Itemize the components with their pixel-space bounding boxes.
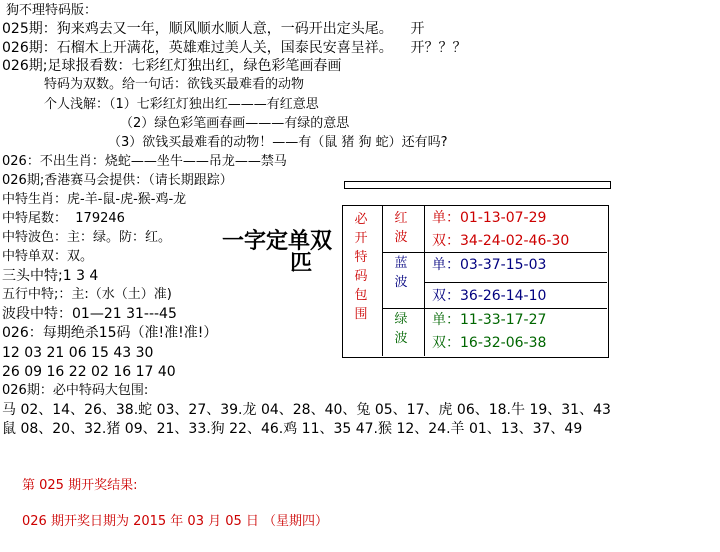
blue-wave-label: 蓝波: [394, 256, 408, 290]
interpretation-2: （2）绿色彩笔画春画———有绿的意思: [120, 116, 350, 131]
red-odd-tag: 单：: [432, 210, 460, 226]
col-divider-2: [424, 205, 425, 356]
blue-even-tag: 双：: [432, 288, 460, 304]
three-heads-line: 三头中特;1 3 4: [2, 268, 99, 284]
period-026-text: 026期：石榴木上开满花，英雄难过美人关，国泰民安喜呈祥。: [2, 40, 393, 56]
blue-even-row: [432, 286, 546, 306]
period-025-result: 开: [410, 21, 425, 37]
bag-row-1: 马 02、14、26、38.蛇 03、27、39.龙 04、28、40、兔 05、17、虎 06、18.牛 19、31、43: [2, 402, 611, 418]
result-label: 第 025 期开奖结果:: [22, 478, 138, 493]
red-odd-nums: 01-13-07-29: [460, 210, 547, 226]
green-wave-label: 绿波: [394, 312, 408, 346]
interpretation-3: （3）欲钱买最难看的动物！——有（鼠 猪 狗 蛇）还有吗?: [108, 135, 448, 150]
bag-title: 026期：必中特码大包围:: [2, 383, 149, 398]
kill-numbers-row-2: 26 09 16 22 02 16 17 40: [2, 364, 176, 380]
red-odd-row: [432, 208, 546, 228]
blue-odd-row: [432, 255, 546, 275]
period-026-result: 开？？？: [410, 40, 467, 56]
green-odd-nums: 11-33-17-27: [460, 312, 547, 328]
row-divider-red-blue: [382, 252, 607, 253]
col-divider-1: [382, 205, 383, 356]
top-empty-box: [344, 181, 611, 189]
special-even-line: 特码为双数。给一句话：欲钱买最难看的动物: [44, 77, 305, 92]
green-odd-tag: 单：: [432, 312, 460, 328]
green-even-tag: 双：: [432, 335, 460, 351]
green-odd-row: [432, 310, 546, 330]
red-wave-label: 红波: [394, 211, 408, 245]
red-even-nums: 34-24-02-46-30: [460, 233, 570, 249]
side-box-label: 必开特码包围: [354, 212, 368, 322]
period-025-line: [2, 20, 425, 38]
no-show-zodiac: 026：不出生肖：烧蛇——坐牛——吊龙——禁马: [2, 154, 287, 169]
wave-table: [342, 205, 609, 358]
blue-odd-nums: 03-37-15-03: [460, 257, 547, 273]
period-025-text: 025期：狗来鸡去又一年，顺风顺水顺人意，一码开出定头尾。: [2, 21, 393, 37]
red-even-tag: 双：: [432, 233, 460, 249]
segment-line: 波段中特：01—21 31---45: [2, 306, 177, 322]
blue-even-nums: 36-26-14-10: [460, 288, 547, 304]
odd-even-line: 中特单双：双。: [2, 249, 94, 264]
blue-odd-tag: 单：: [432, 257, 460, 273]
red-even-row: [432, 231, 569, 251]
center-title-line-1: 一字定单双: [222, 228, 333, 254]
kill-numbers-row-1: 12 03 21 06 15 43 30: [2, 345, 154, 361]
tail-label: 中特尾数：: [2, 211, 68, 226]
center-title-line-2: 匹: [290, 250, 313, 276]
row-divider-blue-green: [382, 308, 607, 309]
zodiac-line: 中特生肖：虎-羊-鼠-虎-猴-鸡-龙: [2, 192, 187, 207]
next-draw-date: 026 期开奖日期为 2015 年 03 月 05 日 （星期四）: [22, 514, 329, 529]
wave-color-line: 中特波色：主：绿。防：红。: [2, 230, 172, 245]
kill-line: 026：每期绝杀15码（准!准!准!）: [2, 325, 218, 341]
tail-value: 179246: [75, 211, 125, 226]
tail-line: [2, 210, 125, 228]
page-title: 狗不理特码版：: [6, 3, 98, 18]
green-even-nums: 16-32-06-38: [460, 335, 547, 351]
interpretation-1: 个人浅解：（1）七彩红灯独出红———有红意思: [44, 97, 319, 112]
bag-row-2: 鼠 08、20、32.猪 09、21、33.狗 22、46.鸡 11、35 47.猴 12、24.羊 01、13、37、49: [2, 421, 583, 437]
five-elements-line: 五行中特;：主:（水（土）准): [2, 287, 172, 302]
green-even-row: [432, 333, 546, 353]
hk-jockey-line: 026期;香港赛马会提供：（请长期跟踪）: [2, 173, 233, 188]
period-026-line: [2, 39, 467, 57]
football-line: 026期;足球报看数：七彩红灯独出红，绿色彩笔画春画: [2, 58, 342, 74]
row-divider-blue-inner: [424, 282, 607, 283]
